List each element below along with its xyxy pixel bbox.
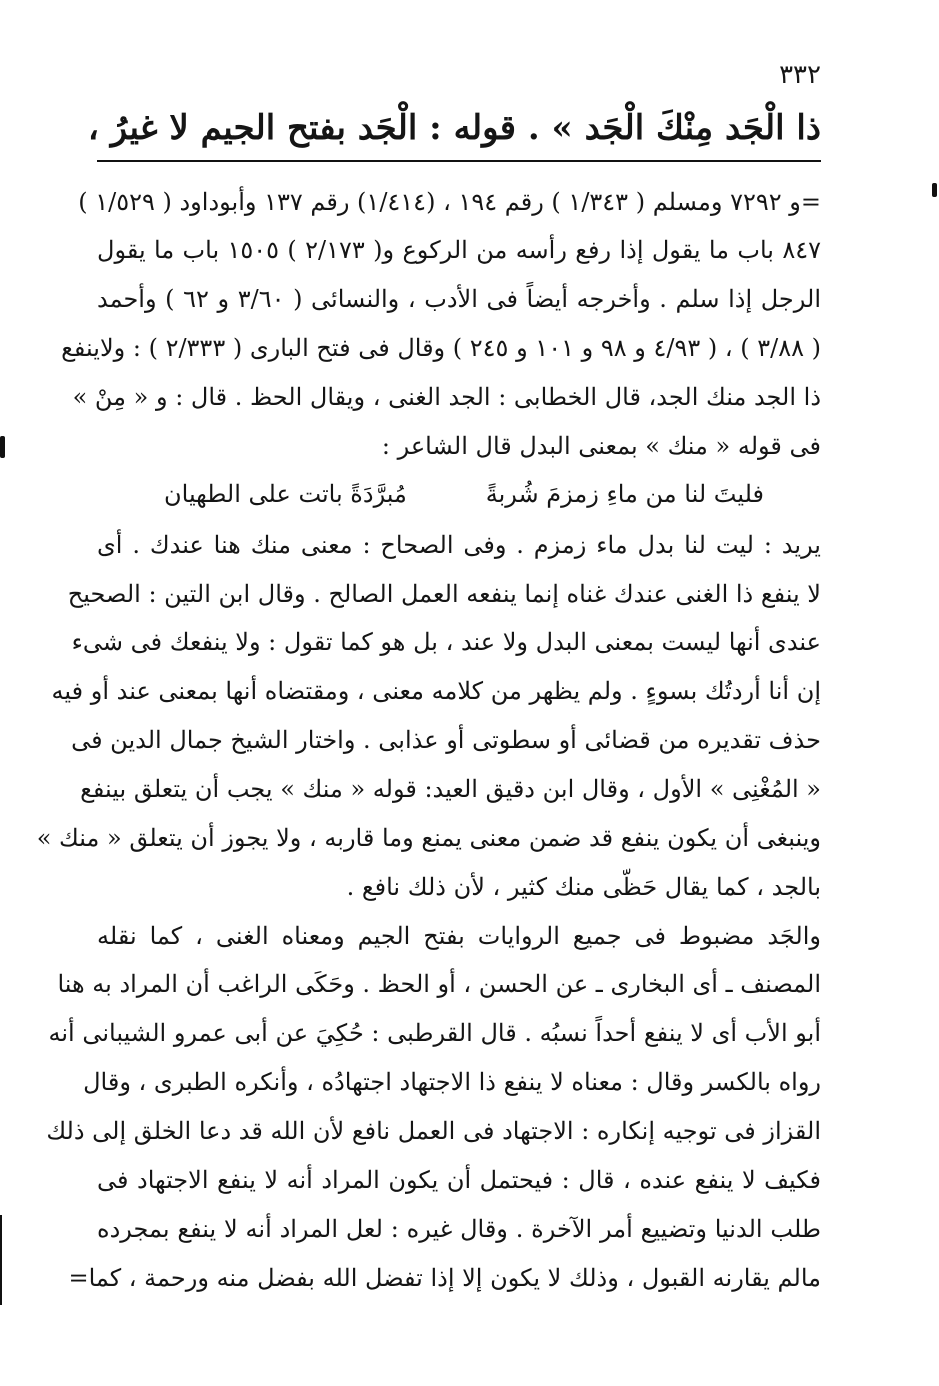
scan-edge-mark	[932, 183, 937, 197]
text-line: بالجد ، كما يقال حَظّى منك كثير ، لأن ذلك نافع .	[346, 873, 821, 901]
text-line: طلب الدنيا وتضييع أمر الآخرة . وقال غيره : لعل المراد أنه لا ينفع بمجرده	[97, 1215, 821, 1243]
text-line: ذا الجد منك الجد، قال الخطابى : الجد الغنى ، ويقال الحظ . قال : و « مِنْ »	[72, 383, 821, 411]
text-line: ( ٣/٨٨ ) ، ( ٤/٩٣ و ٩٨ و ١٠١ و ٢٤٥ ) وقال فى فتح البارى ( ٢/٣٣٣ ) : ولاينفع	[61, 334, 821, 362]
text-line: فكيف لا ينفع عنده ، قال : فيحتمل أن يكون المراد أنه لا ينفع الاجتهاد فى	[97, 1166, 821, 1194]
scan-edge-mark	[0, 1215, 2, 1305]
text-line: فى قوله « منك » بمعنى البدل قال الشاعر :	[381, 432, 821, 460]
verse-first-hemistich: فليتَ لنا من ماءِ زمزمَ شُربةً	[485, 480, 764, 508]
text-line: الرجل إذا سلم . وأخرجه أيضاً فى الأدب ، والنسائى ( ٣/٦٠ و ٦٢ ) وأحمد	[97, 285, 821, 313]
text-line: أبو الأب أى لا ينفع أحداً نسبُه . قال القرطبى : حُكِيَ عن أبى عمرو الشيبانى أنه	[48, 1019, 821, 1047]
text-line: رواه بالكسر وقال : معناه لا ينفع ذا الاجتهاد اجتهادُه ، وأنكره الطبرى ، وقال	[83, 1068, 821, 1096]
text-line: عندى أنها ليست بمعنى البدل ولا عند ، بل هو كما تقول : ولا ينفعك فى شىء	[71, 628, 821, 656]
text-line: « المُغْنِى » الأول ، وقال ابن دقيق العيد: قوله « منك » يجب أن يتعلق بينفع	[80, 775, 821, 803]
header-divider	[97, 160, 821, 162]
page-number: ٣٣٢	[779, 60, 821, 90]
text-line: لا ينفع ذا الغنى عندك غناه إنما ينفعه العمل الصالح . وقال ابن التين : الصحيح	[67, 580, 821, 608]
text-line: يريد : ليت لنا بدل ماء زمزم . وفى الصحاح : معنى منك هنا عندك . أى	[97, 531, 821, 559]
text-line: القزاز فى توجيه إنكاره : الاجتهاد فى العمل نافع لأن الله قد دعا الخلق إلى ذلك	[46, 1117, 821, 1145]
text-line: مالم يقارنه القبول ، وذلك لا يكون إلا إذا تفضل الله بفضل منه ورحمة ، كما=	[68, 1264, 821, 1292]
text-line: المصنف ـ أى البخارى ـ عن الحسن ، أو الحظ . وحَكَى الراغب أن المراد به هنا	[57, 970, 821, 998]
text-line: وينبغى أن يكون ينفع قد ضمن معنى يمنع وما قاربه ، ولا يجوز أن يتعلق « منك »	[36, 824, 821, 852]
verse-second-hemistich: مُبرَّدَةً باتت على الطهيان	[164, 480, 407, 508]
text-line: =و ٧٢٩٢ ومسلم ( ١/٣٤٣ ) رقم ١٩٤ ، (١/٤١٤) رقم ١٣٧ وأبوداود ( ١/٥٢٩ )	[78, 188, 821, 216]
text-line: والجَد مضبوط فى جميع الروايات بفتح الجيم ومعناه الغنى ، كما نقله	[97, 922, 821, 950]
header-line: ذا الْجَد مِنْكَ الْجَد » . قوله : الْجَد بفتح الجيم لا غيرُ ،	[87, 108, 821, 148]
text-line: ٨٤٧ باب ما يقول إذا رفع رأسه من الركوع و( ٢/١٧٣ ) ١٥٠٥ باب ما يقول	[97, 236, 822, 264]
poetry-verse	[164, 482, 764, 506]
text-line: حذف تقديره من قضائى أو سطوتى أو عذابى . واختار الشيخ جمال الدين فى	[71, 726, 821, 754]
scan-edge-mark	[0, 436, 5, 458]
text-line: إن أنا أردتُك بسوءٍ . ولم يظهر من كلامه معنى ، ومقتضاه أنها بمعنى عند أو فيه	[51, 677, 821, 705]
